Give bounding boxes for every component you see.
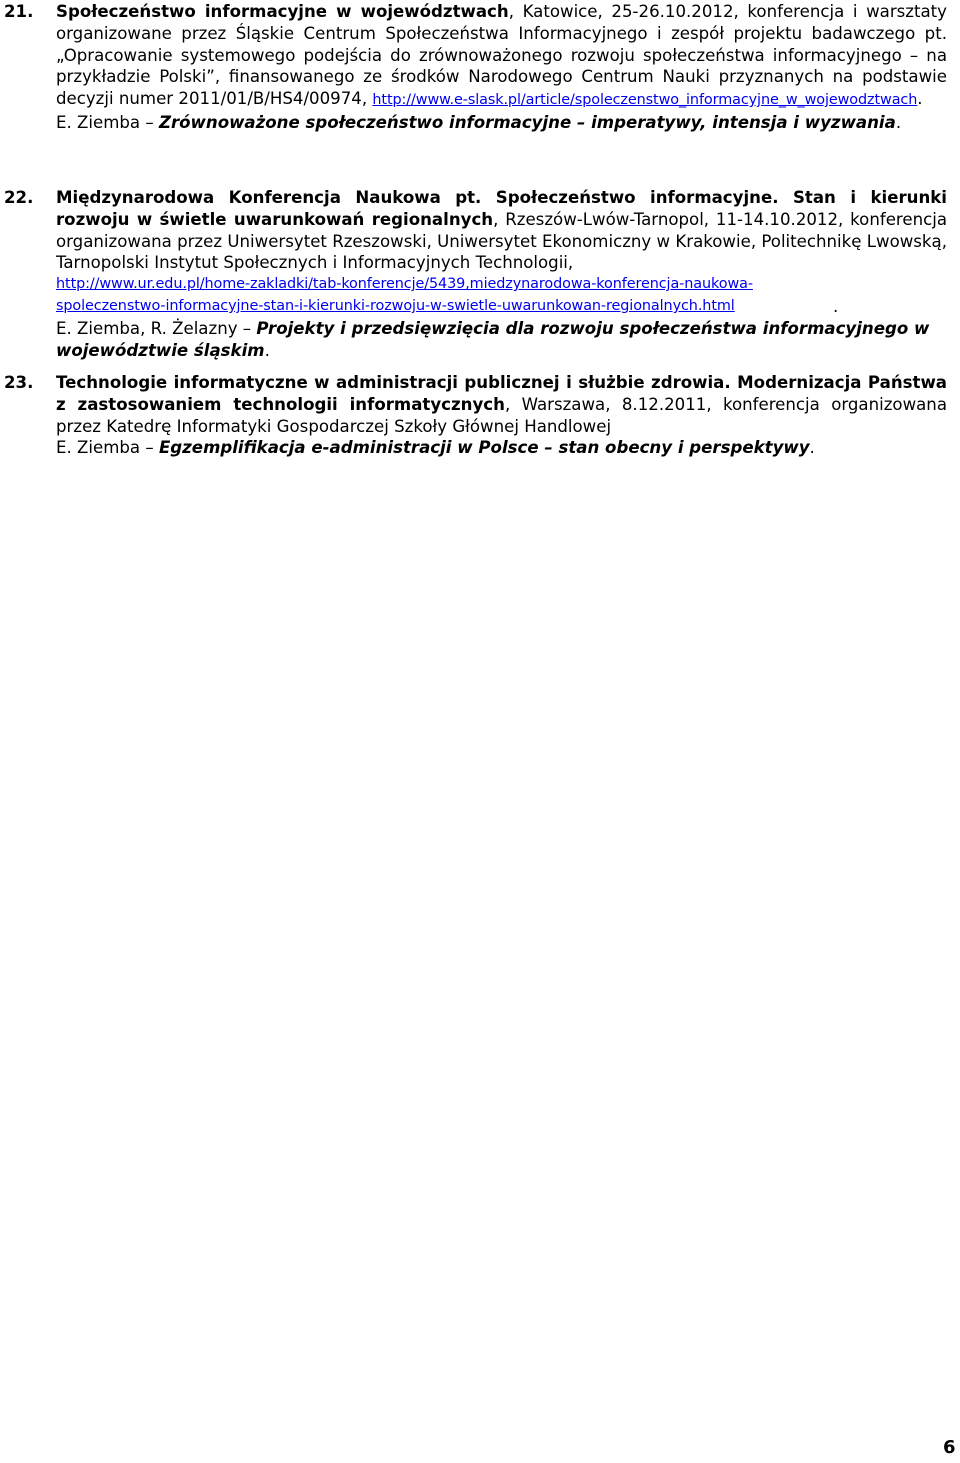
entry-number: 23. <box>4 373 34 392</box>
conference-details: , Katowice, 25-26.10.2012, konferencja i warsztaty organizowane przez Śląskie Centrum Społeczeństwa Informacyjnego i zespół projektu badawczego pt. „Opracowanie systemowego podejścia do zrównoważonego rozwoju społeczeństwa informacyjnego – na przykładzie Polski”, finansowanego ze środków Narodowego Centrum Nauki przyznanych na podstawie decyzji numer 2011/01/B/HS4/00974, <box>56 2 947 109</box>
paper-line: E. Ziemba – Zrównoważone społeczeństwo informacyjne – imperatywy, intensja i wyzwania. <box>56 112 902 132</box>
paper-authors: E. Ziemba – <box>56 112 159 132</box>
entry-content <box>56 372 947 459</box>
paper-authors: E. Ziemba, R. Żelazny – <box>56 318 257 338</box>
conference-link[interactable]: http://www.e-slask.pl/article/spoleczenstwo_informacyjne_w_wojewodztwach <box>372 92 918 109</box>
paper-line: E. Ziemba – Egzemplifikacja e-administracji w Polsce – stan obecny i perspektywy. <box>56 438 815 458</box>
conference-title: Międzynarodowa Konferencja Naukowa pt. Społeczeństwo informacyjne. Stan i kierunki rozwoju w świetle uwarunkowań regionalnych <box>56 188 947 229</box>
conference-entry-23 <box>0 372 947 459</box>
conference-title: Technologie informatyczne w administracji publicznej i służbie zdrowia. Modernizacja Państwa z zastosowaniem technologii informatycznych <box>56 373 947 414</box>
entry-number: 22. <box>4 188 34 207</box>
entry-content <box>56 1 947 134</box>
conference-details: , Warszawa, 8.12.2011, konferencja organizowana przez Katedrę Informatyki Gospodarczej Szkoły Głównej Handlowej <box>56 394 947 436</box>
entry-description <box>56 373 947 436</box>
conference-details: , Rzeszów-Lwów-Tarnopol, 11-14.10.2012, konferencja organizowana przez Uniwersytet Rzeszowski, Uniwersytet Ekonomiczny w Krakowie, Politechnikę Lwowską, Tarnopolski Instytut Społecznych i Informacyjnych Technologii, <box>56 209 947 273</box>
conference-link[interactable]: http://www.ur.edu.pl/home-zakladki/tab-konferencje/5439,miedzynarodowa-konferencja-naukowa- spoleczenstwo-informacyjne-stan-i-kierunki-rozwoju-w-swietle-uwarunkowan-regionalnych.html <box>56 276 753 314</box>
conference-entry-21 <box>0 1 947 134</box>
paper-title: Egzemplifikacja e-administracji w Polsce – stan obecny i perspektywy <box>158 438 810 458</box>
entry-description: Społeczeństwo informacyjne w województwach, Katowice, 25-26.10.2012, konferencja i warsztaty organizowane przez Śląskie Centrum Społeczeństwa Informacyjnego i zespół projektu badawczego pt. „Opracowanie systemowego podejścia do zrównoważonego rozwoju społeczeństwa informacyjnego – na przykładzie Polski”, finansowanego ze środków Narodowego Centrum Nauki przyznanych na podstawie decyzji numer 2011/01/B/HS4/00974, http://www.e-slask.pl/article/spoleczenstwo_informacyjne_w_wojewodztwach. <box>56 2 947 109</box>
paper-title: Zrównoważone społeczeństwo informacyjne – imperatywy, intensja i wyzwania <box>158 112 896 132</box>
conference-entry-22 <box>0 187 947 361</box>
conference-title: Społeczeństwo informacyjne w województwach <box>56 2 509 21</box>
entry-description <box>56 188 947 272</box>
entry-number: 21. <box>4 2 34 21</box>
entry-content: Międzynarodowa Konferencja Naukowa pt. Społeczeństwo informacyjne. Stan i kierunki rozwoju w świetle uwarunkowań regionalnych, Rzeszów-Lwów-Tarnopol, 11-14.10.2012, konferencja organizowana przez Uniwersytet Rzeszowski, Uniwersytet Ekonomiczny w Krakowie, Politechnikę Lwowską, Tarnopolski Instytut Społecznych i Informacyjnych Technologii, http://www.ur.edu.pl/home-zakladki/tab-konferencje/5439,miedzynarodowa-konferencja-naukowa- spoleczenstwo-informacyjne-stan-i-kierunki-rozwoju-w-swietle-uwarunkowan-regionalnych.html . E. Ziemba, R. Żelazny – Projekty i przedsięwzięcia dla rozwoju społeczeństwa informacyjnego w województwie śląskim. <box>56 188 947 360</box>
paper-line: E. Ziemba, R. Żelazny – Projekty i przedsięwzięcia dla rozwoju społeczeństwa informacyjnego w województwie śląskim. <box>56 318 930 360</box>
page-number: 6 <box>943 1437 956 1458</box>
paper-authors: E. Ziemba – <box>56 438 159 458</box>
paper-title: Projekty i przedsięwzięcia dla rozwoju społeczeństwa informacyjnego w województwie śląskim <box>56 318 930 360</box>
